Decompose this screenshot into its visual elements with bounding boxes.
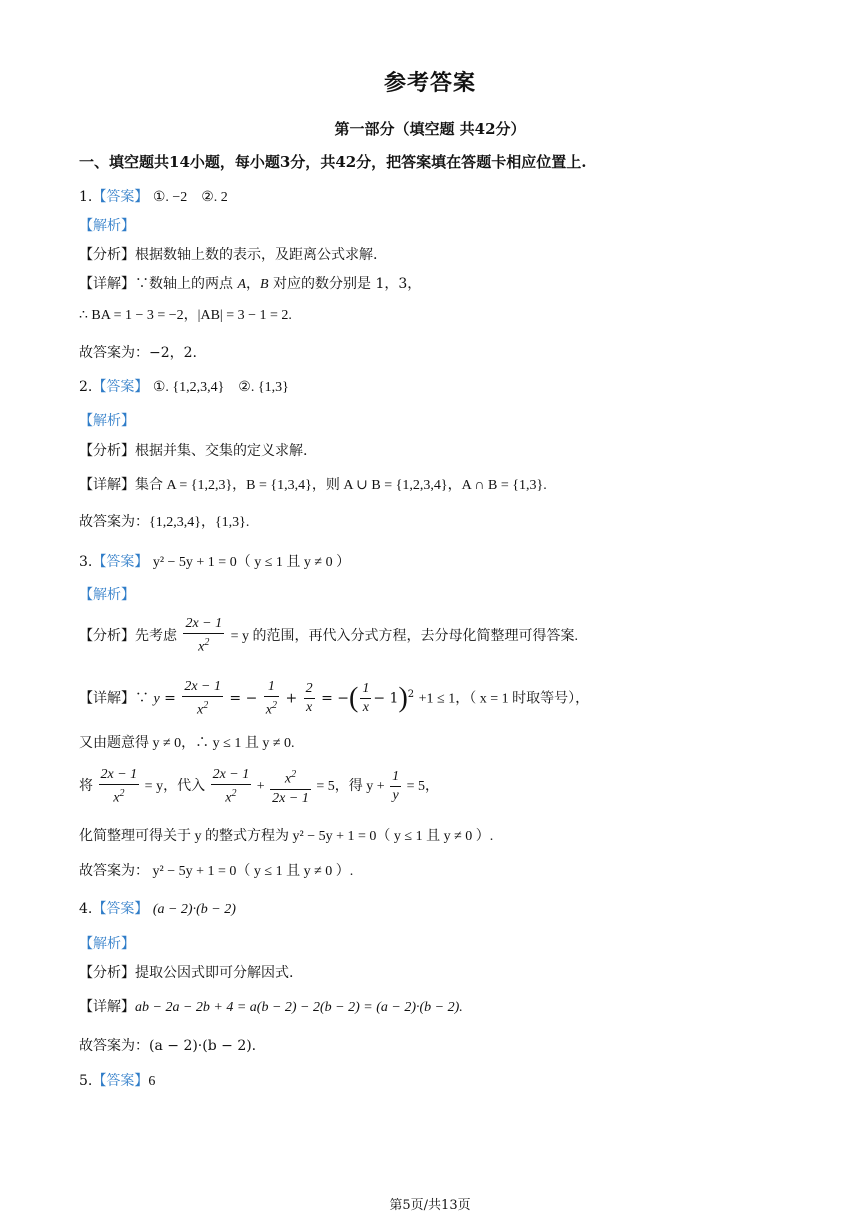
analysis-tag: 【分析】 bbox=[79, 247, 135, 263]
q4-answer-line bbox=[79, 899, 236, 920]
q2-detail: 【详解】集合 A = {1,2,3}，B = {1,3,4}，则 A ∪ B = {1,2,3,4}，A ∩ B = {1,3}. bbox=[79, 477, 547, 493]
q3-detail: 【详解】∵ y = $\frac{2x - 1}{x^2}$ = − $\frac{1}{x^2}$ + $\frac{2}{x}$ = −( $\frac{1}{x}$ − 1)$^2$ +1 ≤ 1，（ x = 1 时取等号）， bbox=[79, 678, 590, 718]
q1-detail: 【详解】∵数轴上的两点 A，B 对应的数分别是 1，3， bbox=[79, 276, 422, 292]
q3-line2: 又由题意得 y ≠ 0，∴ y ≤ 1 且 y ≠ 0. bbox=[79, 736, 295, 751]
section-heading: 一、填空题共14小题，每小题3分，共42分，把答案填在答题卡相应位置上. bbox=[79, 153, 587, 171]
q2-jiexi-tag: 【解析】 bbox=[79, 413, 135, 429]
q1-number: 1. bbox=[79, 189, 93, 205]
answer-tag: 【答案】 bbox=[92, 189, 149, 205]
q3-line4: 化简整理可得关于 y 的整式方程为 y² − 5y + 1 = 0（ y ≤ 1 且 y ≠ 0 ）. bbox=[79, 829, 494, 844]
q1-answer-line bbox=[79, 187, 228, 208]
q2-conclusion: 故答案为：{1,2,3,4}，{1,3}. bbox=[79, 515, 250, 530]
q4-conclusion: 故答案为：(a − 2)·(b − 2). bbox=[79, 1038, 257, 1054]
q3-answer-line bbox=[79, 552, 350, 573]
q5-answer-line bbox=[79, 1071, 155, 1092]
q2-answer: ①. {1,2,3,4} ②. {1,3} bbox=[152, 380, 289, 395]
q5-answer: 6 bbox=[148, 1074, 156, 1089]
answer-tag: 【答案】 bbox=[92, 554, 149, 570]
q1-calc: ∴ BA = 1 − 3 = −2，|AB| = 3 − 1 = 2. bbox=[79, 308, 292, 323]
q4-analysis: 【分析】提取公因式即可分解因式. bbox=[79, 965, 294, 981]
q1-analysis: 【分析】根据数轴上数的表示，及距离公式求解. bbox=[79, 247, 378, 263]
q1-jiexi-tag: 【解析】 bbox=[79, 218, 135, 234]
q4-jiexi-tag: 【解析】 bbox=[79, 936, 135, 952]
answer-tag: 【答案】 bbox=[92, 901, 149, 917]
q2-number: 2. bbox=[79, 379, 93, 395]
page-title: 参考答案 bbox=[383, 70, 476, 96]
part-heading: 第一部分（填空题 共42分） bbox=[334, 120, 526, 138]
q1-answer: ①. −2 ②. 2 bbox=[152, 190, 228, 205]
answer-tag: 【答案】 bbox=[92, 1073, 149, 1089]
q4-detail: 【详解】ab − 2a − 2b + 4 = a(b − 2) − 2(b − 2) = (a − 2)·(b − 2). bbox=[79, 999, 463, 1015]
q2-answer-line bbox=[79, 377, 289, 398]
q3-analysis: 【分析】先考虑 $\frac{2x - 1}{x^2}$ = y 的范围，再代入分式方程，去分母化简整理可得答案. bbox=[79, 616, 578, 655]
q3-jiexi-tag: 【解析】 bbox=[79, 587, 135, 603]
page-footer: 第5页/共13页 bbox=[389, 1198, 471, 1213]
answer-tag: 【答案】 bbox=[92, 379, 149, 395]
detail-tag: 【详解】 bbox=[79, 276, 135, 292]
q2-analysis: 【分析】根据并集、交集的定义求解. bbox=[79, 443, 308, 459]
q3-answer: y² − 5y + 1 = 0（ y ≤ 1 且 y ≠ 0 ） bbox=[152, 555, 351, 570]
q3-line3: 将 $\frac{2x - 1}{x^2}$ = y，代入 $\frac{2x - 1}{x^2}$ + $\frac{x^2}{2x - 1}$ = 5，得 y + $\frac{1}{y}$ = 5， bbox=[79, 766, 440, 806]
fraction: $\frac{2x - 1}{x^2}$ bbox=[185, 616, 223, 655]
q3-number: 3. bbox=[79, 554, 93, 570]
q5-number: 5. bbox=[79, 1073, 93, 1089]
q1-conclusion: 故答案为：−2，2. bbox=[79, 345, 197, 361]
q4-answer: (a − 2)·(b − 2) bbox=[152, 902, 236, 917]
q4-number: 4. bbox=[79, 901, 93, 917]
q3-conclusion: 故答案为： y² − 5y + 1 = 0（ y ≤ 1 且 y ≠ 0 ）. bbox=[79, 864, 354, 879]
